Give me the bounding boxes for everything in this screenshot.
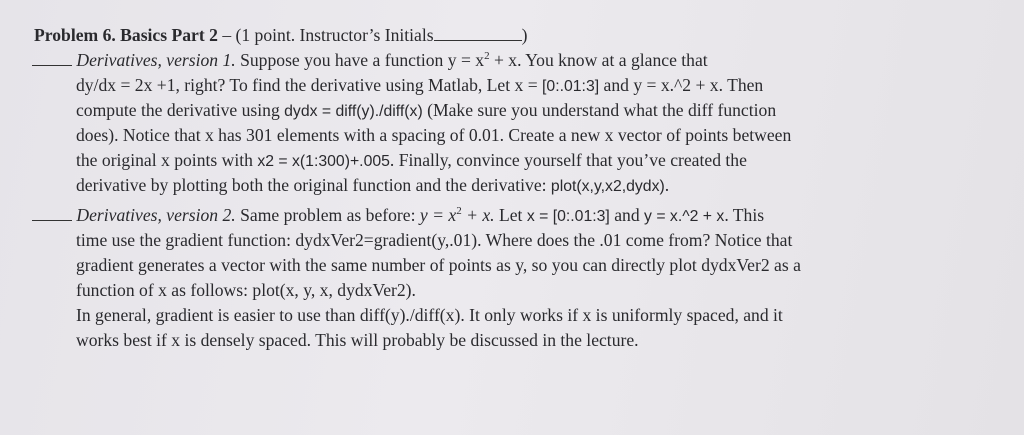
part2-line-1 xyxy=(32,203,764,229)
part2-answer-blank xyxy=(32,220,72,221)
closing-line-2 xyxy=(76,328,639,352)
part1-line-2 xyxy=(76,73,763,99)
part1-line-5 xyxy=(76,148,747,174)
problem-title: Problem 6. Basics Part 2 xyxy=(34,25,218,45)
code-snippet: dydx = diff(y)./diff(x) xyxy=(284,103,423,120)
closing-line-1 xyxy=(76,303,783,327)
part1-text: Suppose you have a function y = x xyxy=(240,50,485,70)
part1-text: and y = x.^2 + x. Then xyxy=(599,75,764,95)
part1-heading: Derivatives, version 1. xyxy=(76,50,236,70)
part2-line-2 xyxy=(76,228,792,252)
part2-text: Let xyxy=(494,205,527,225)
part2-line-4 xyxy=(76,278,416,302)
code-snippet: [0:.01:3] xyxy=(542,78,600,95)
part2-text: gradient generates a vector with the same number of points as y, so you can directly plot dydxVer2 as a xyxy=(76,255,801,275)
close-paren: ) xyxy=(521,25,528,45)
part2-text: time use the gradient function: dydxVer2=gradient(y,.01). Where does the .01 come from? Notice that xyxy=(76,230,793,250)
part1-line-3 xyxy=(76,98,776,124)
problem-points: – (1 point. Instructor’s Initials xyxy=(222,25,434,45)
part1-text: . Finally, convince yourself that you’ve created the xyxy=(389,150,747,170)
part1-text: compute the derivative using xyxy=(76,100,285,120)
code-snippet: x2 = x(1:300)+.005 xyxy=(257,153,390,170)
closing-text: works best if x is densely spaced. This will probably be discussed in the lecture. xyxy=(76,330,639,350)
code-snippet: x = [0:.01:3] xyxy=(526,208,610,225)
exponent: 2 xyxy=(456,205,462,218)
closing-text: In general, gradient is easier to use than diff(y)./diff(x). It only works if x is uniformly spaced, and it xyxy=(76,305,783,325)
part1-line-4 xyxy=(76,123,791,147)
part2-heading: Derivatives, version 2. xyxy=(76,205,236,225)
problem-header xyxy=(34,23,527,47)
part1-text: + x. You know at a glance that xyxy=(489,50,708,70)
code-snippet: plot(x,y,x2,dydx) xyxy=(550,178,665,195)
part1-line-6 xyxy=(76,173,669,199)
part1-line-1 xyxy=(32,48,708,72)
part1-text: does). Notice that x has 301 elements with a spacing of 0.01. Create a new x vector of points between xyxy=(76,125,792,145)
code-snippet: y = x.^2 + x xyxy=(644,208,725,225)
part1-text: . xyxy=(664,175,670,195)
math-expression: + x. xyxy=(461,205,495,225)
math-expression: y = x xyxy=(419,205,457,225)
part2-line-3 xyxy=(76,253,801,277)
part2-text: Same problem as before: xyxy=(240,205,420,225)
part1-text: derivative by plotting both the original function and the derivative: xyxy=(76,175,551,195)
part1-answer-blank xyxy=(32,65,72,66)
part1-text: dy/dx = 2x +1, right? To find the derivative using Matlab, Let x = xyxy=(76,75,543,95)
initials-blank xyxy=(434,40,522,41)
exponent: 2 xyxy=(484,50,490,63)
part1-text: the original x points with xyxy=(76,150,258,170)
part2-text: and xyxy=(609,205,645,225)
part1-text: (Make sure you understand what the diff function xyxy=(422,100,777,120)
part2-text: . This xyxy=(724,205,765,225)
part2-text: function of x as follows: plot(x, y, x, dydxVer2). xyxy=(76,280,416,300)
